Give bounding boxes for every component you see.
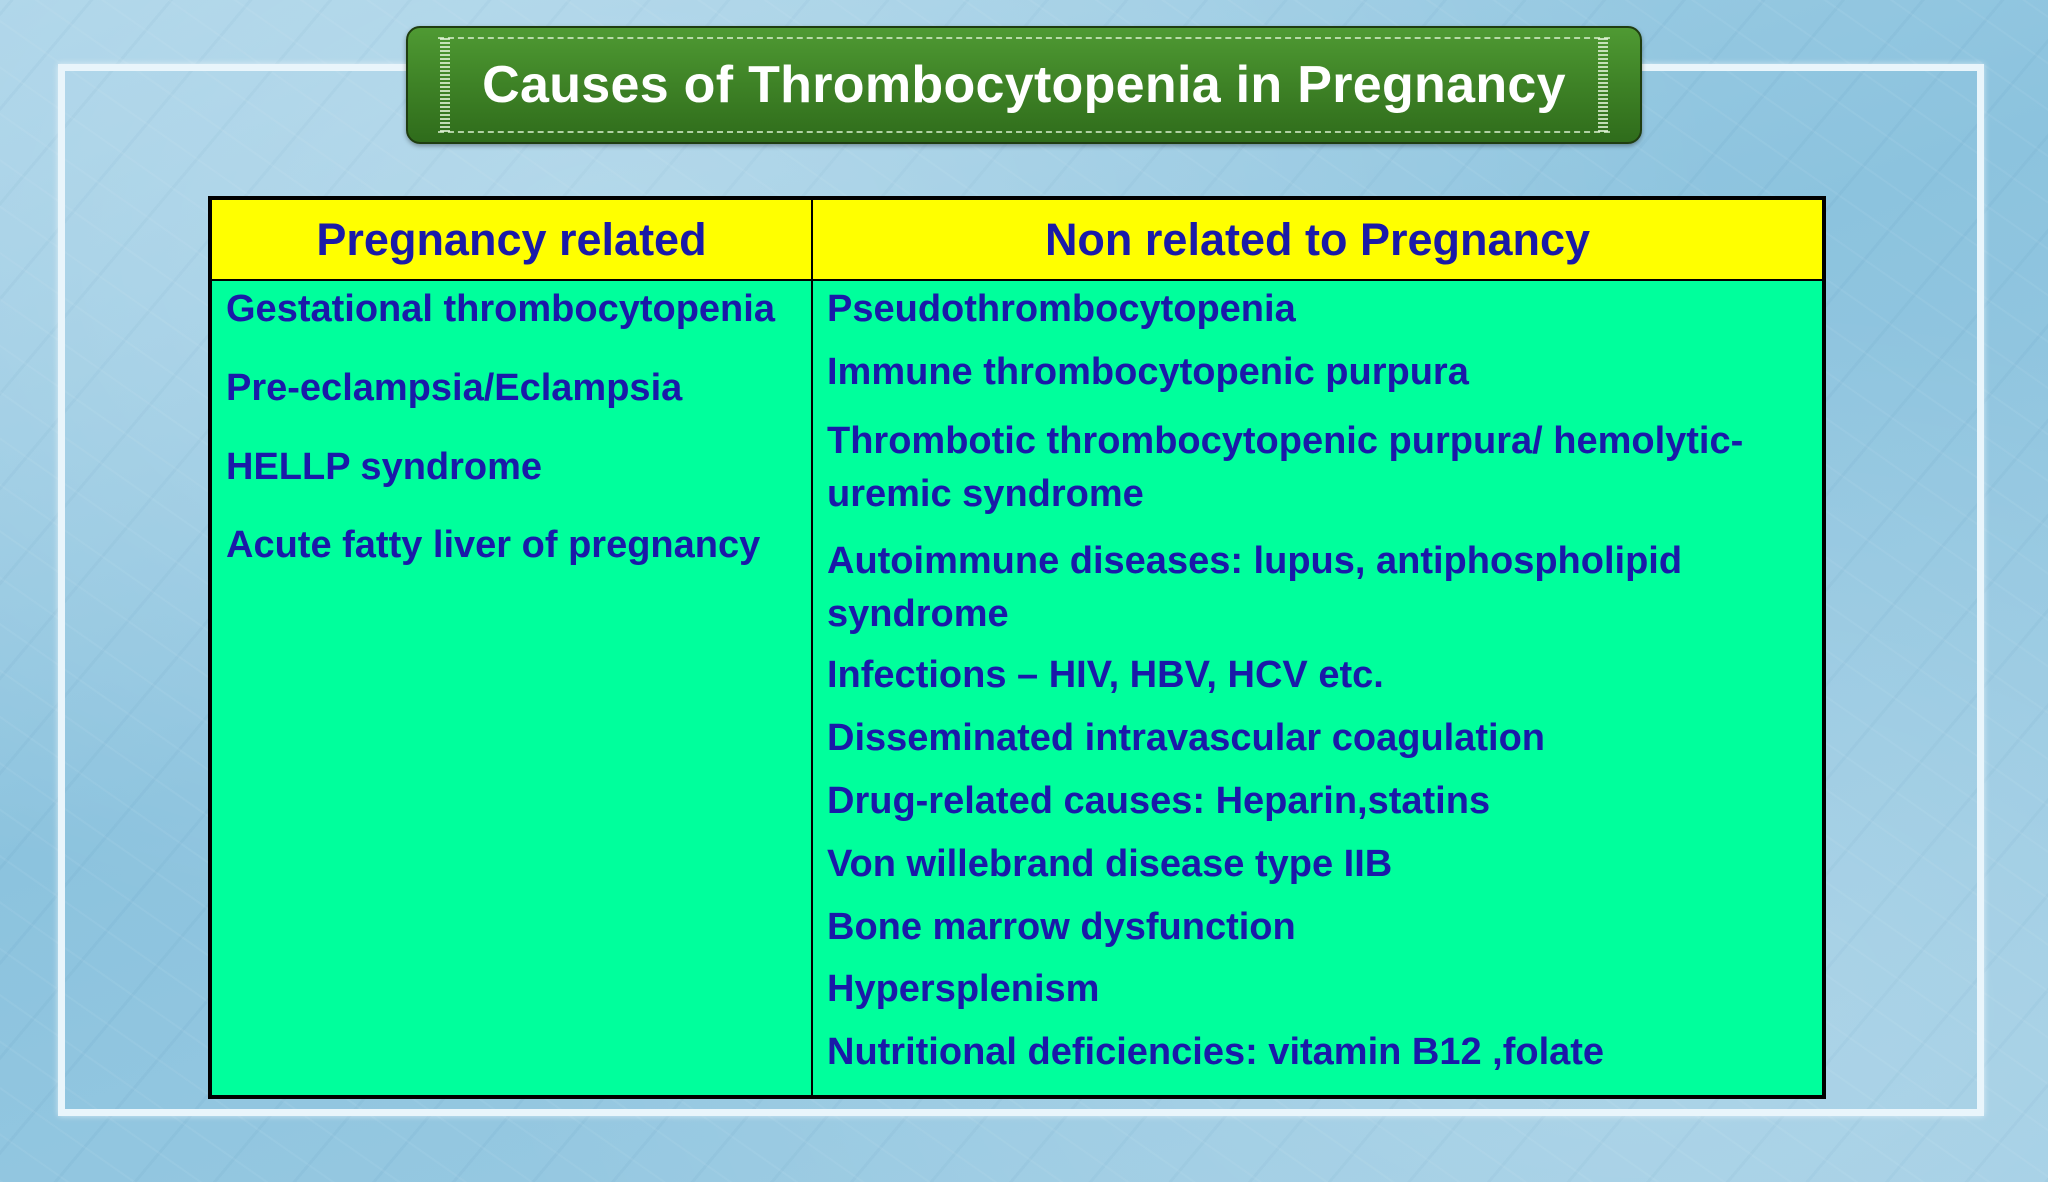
table-header-row [210,198,1824,280]
list-item: Bone marrow dysfunction [827,905,1296,948]
list-item: Pre-eclampsia/Eclampsia [226,366,683,409]
non-related-cell [812,280,1824,1097]
header-non-related: Non related to Pregnancy [812,198,1824,280]
pregnancy-related-cell [210,280,812,1097]
table-body-row [210,280,1824,1097]
slide-title: Causes of Thrombocytopenia in Pregnancy [482,56,1566,114]
list-item: Disseminated intravascular coagulation [827,717,1546,760]
list-item: Pseudothrombocytopenia [827,288,1296,330]
list-item: HELLP syndrome [226,445,543,488]
title-banner [406,26,1642,144]
list-item: Acute fatty liver of pregnancy [226,524,761,567]
list-item: Immune thrombocytopenic purpura [827,350,1469,393]
list-item: Nutritional deficiencies: vitamin B12 ,folate [827,1031,1605,1074]
list-item: Autoimmune diseases: lupus, antiphospholipid syndrome [827,539,1683,636]
header-pregnancy-related: Pregnancy related [210,198,812,280]
list-item: Von willebrand disease type IIB [827,842,1393,885]
list-item: Thrombotic thrombocytopenic purpura/ hemolytic-uremic syndrome [827,419,1744,515]
list-item: Gestational thrombocytopenia [226,288,775,330]
causes-table [208,196,1826,1099]
list-item: Hypersplenism [827,968,1100,1011]
list-item: Infections – HIV, HBV, HCV etc. [827,654,1384,697]
list-item: Drug-related causes: Heparin,statins [827,779,1491,822]
